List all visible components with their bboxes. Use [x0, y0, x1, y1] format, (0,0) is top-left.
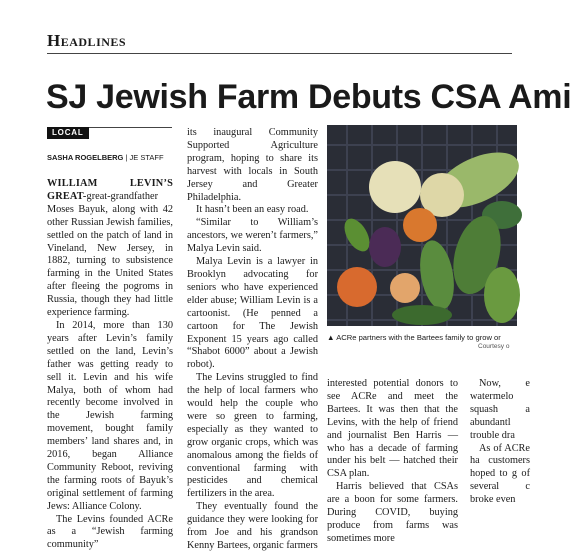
author-name[interactable]: SASHA ROGELBERG [47, 153, 124, 162]
section-label: Headlines [47, 31, 127, 50]
byline [47, 153, 164, 162]
article-paragraph: The Levins founded ACRe as a “Jewish farming community” [47, 513, 173, 551]
section-divider [47, 53, 512, 54]
article-paragraph: Malya Levin is a lawyer in Brooklyn advocating for seniors who have experienced elder abuse; William Levin is a cartoonist. (He penned a cartoon for The Jewish Exponent 15 years ago called “Shabot 6000” about a Jewish robot). [187, 256, 318, 371]
paragraph-text: great-grandfather Moses Bayuk, along with 42 other Russian Jewish families, settled on the patch of land in Vineland, New Jersey, in 1882, turning to subsistence farming in the United States after fleeing the pogroms in Russia, though they had little experience farming. [47, 190, 173, 319]
photo-credit: Courtesy o [478, 343, 510, 350]
article-paragraph: As of ACRe ha customers hoped to g of several c broke even [470, 442, 530, 506]
category-tag[interactable]: LOCAL [47, 127, 89, 139]
produce-photo[interactable] [327, 125, 517, 326]
article-paragraph: its inaugural Community Supported Agriculture program, hoping to share its harvest with locals in South Jersey and Greater Philadelphia. [187, 127, 318, 203]
article-paragraph: “Similar to William’s ancestors, we weren’t farmers,” Malya Levin said. [187, 217, 318, 255]
article-paragraph: It hasn’t been an easy road. [196, 204, 309, 216]
article-paragraph: The Levins struggled to find the help of local farmers who would help the couple who were so green to farming, especially as they wanted to grow organic crops, which was anomalous among the fields of conventional farming with pesticides and chemical fertilizers in the area. [187, 372, 318, 500]
article-column-2 [187, 127, 318, 551]
article-column-3 [327, 378, 458, 544]
lead-in: WILLIAM LEVIN’S GREAT- [47, 178, 173, 202]
article-paragraph: In 2014, more than 130 years after Levin’s family settled on the land, Levin’s father was getting ready to sell it. Levin and his wife Malya, both of whom had recently become involved in the Jewish farming movement, bought family members’ land shares and, in 2016, began Alliance Community Reboot, reviving the farming roots of Bayuk’s original settlement of farming Jews: Alliance Colony. [47, 319, 173, 512]
article-paragraph: interested potential donors to see ACRe and meet the Bartees. It was then that the Levins, with the help of friend and journalist Ben Harris — who has a decade of farming under his belt — hatched their CSA plan. [327, 378, 458, 480]
article-column-1 [47, 178, 173, 551]
article-paragraph [47, 178, 173, 320]
vegetable-crate-image [327, 125, 517, 326]
author-role: | JE STAFF [123, 153, 164, 162]
article-paragraph: Harris believed that CSAs are a boon for some farmers. During COVID, buying produce from farms was sometimes more [327, 481, 458, 544]
article-headline[interactable]: SJ Jewish Farm Debuts CSA Ami [46, 78, 571, 116]
article-column-4 [470, 378, 530, 512]
photo-caption: ▲ ACRe partners with the Bartees family to grow or [327, 333, 501, 342]
article-paragraph: Now, e watermelo squash a abundantl trouble dra [470, 378, 530, 441]
article-paragraph: They eventually found the guidance they were looking for from Joe and his grandson Kenny Bartees, organic farmers [187, 501, 318, 551]
